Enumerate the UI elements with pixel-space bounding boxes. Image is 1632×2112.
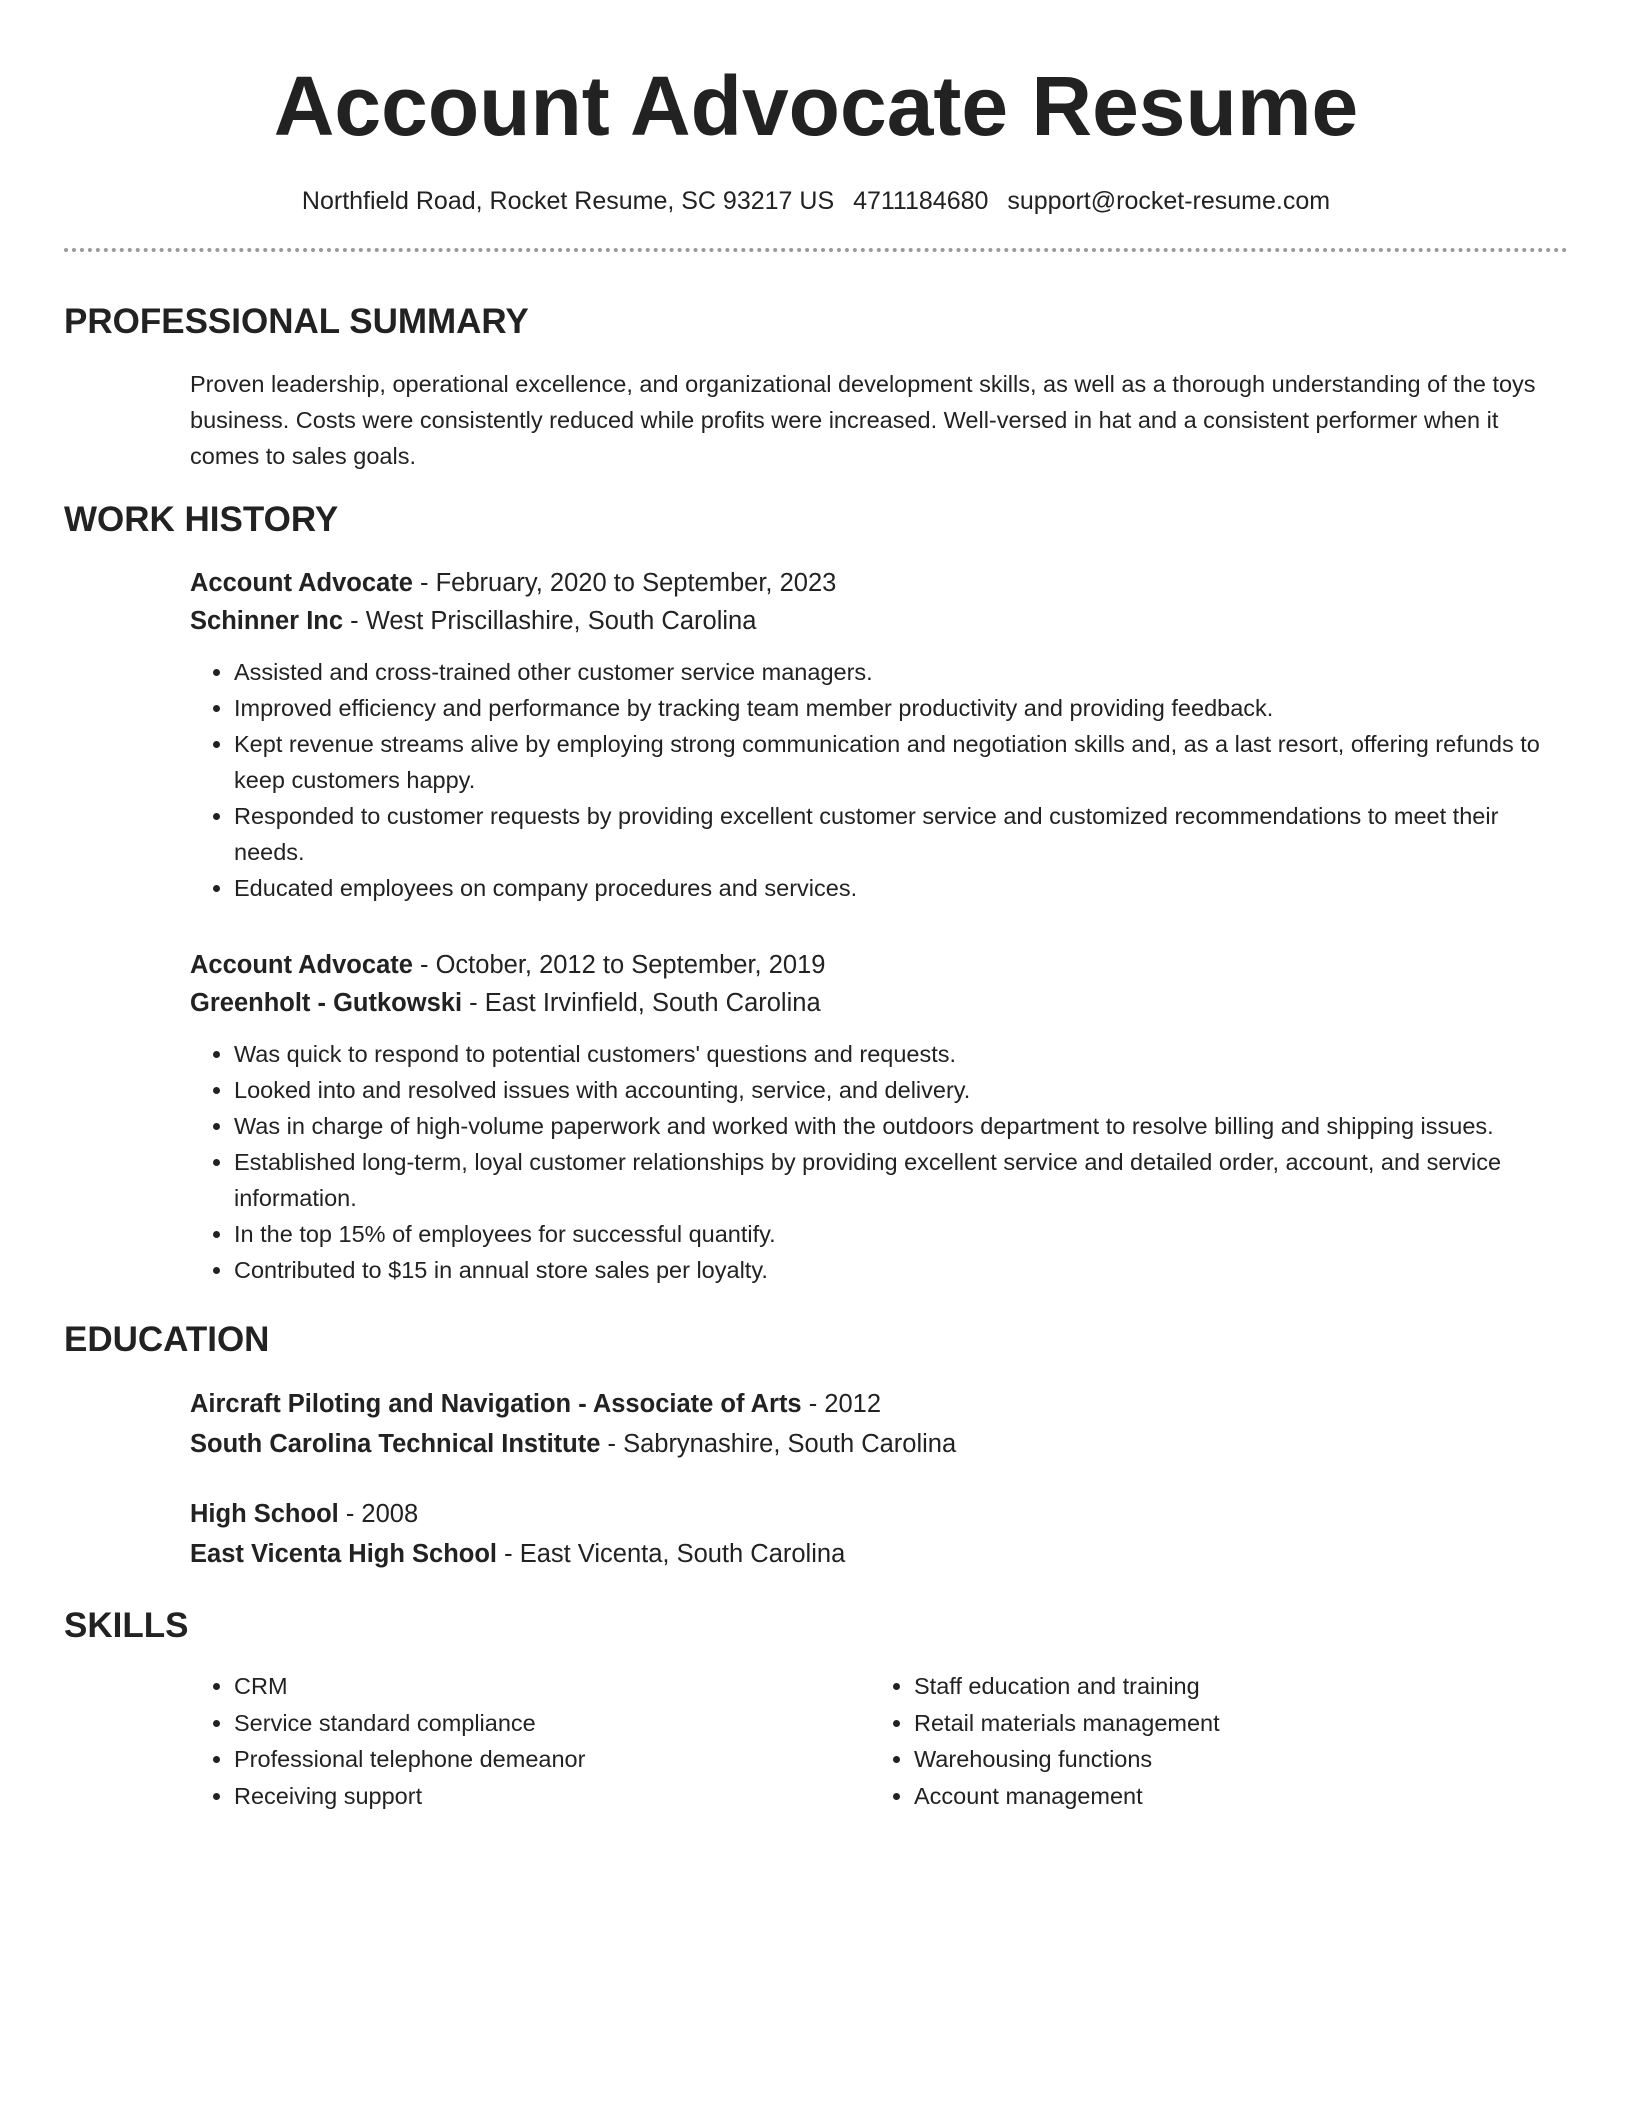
- summary-text: Proven leadership, operational excellence, and organizational development skills, as well as a thorough understanding of the toys business. Costs were consistently reduced while profits were increased. Well-versed in hat and a consistent performer when it comes to sales goals.: [190, 371, 1536, 469]
- education-degree-line: [190, 1494, 1568, 1534]
- list-item: • Responded to customer requests by providing excellent customer service and customized recommendations to meet their needs.: [234, 798, 1568, 870]
- job-company-line: [190, 984, 1568, 1022]
- list-item: • Warehousing functions: [914, 1741, 1550, 1778]
- education-year: - 2012: [801, 1390, 882, 1418]
- list-item: • Educated employees on company procedures and services.: [234, 870, 1568, 906]
- job-role: Account Advocate: [190, 951, 413, 979]
- skills-column-right: [870, 1668, 1550, 1814]
- list-item: • Retail materials management: [914, 1705, 1550, 1742]
- contact-address: Northfield Road, Rocket Resume, SC 93217 US: [301, 187, 835, 215]
- skills-column-left: [190, 1668, 870, 1814]
- work-history-section: [64, 564, 1568, 1288]
- education-school: South Carolina Technical Institute: [190, 1430, 601, 1458]
- education-location: - East Vicenta, South Carolina: [497, 1540, 846, 1568]
- list-item: • Improved efficiency and performance by tracking team member productivity and providing feedback.: [234, 690, 1568, 726]
- education-degree: Aircraft Piloting and Navigation - Associate of Arts: [190, 1390, 802, 1418]
- education-school: East Vicenta High School: [190, 1540, 498, 1568]
- section-title-work-history: WORK HISTORY: [64, 500, 339, 539]
- list-item: • Staff education and training: [914, 1668, 1550, 1705]
- resume-header: [64, 0, 1568, 218]
- contact-email: support@rocket-resume.com: [1007, 187, 1331, 215]
- list-item: • Account management: [914, 1778, 1550, 1815]
- section-title-education: EDUCATION: [64, 1320, 270, 1359]
- education-school-line: [190, 1534, 1568, 1574]
- job-role: Account Advocate: [190, 569, 413, 597]
- summary-section: [64, 366, 1568, 474]
- job-company: Schinner Inc: [190, 607, 344, 635]
- list-item: • Looked into and resolved issues with accounting, service, and delivery.: [234, 1072, 1568, 1108]
- education-section: [64, 1384, 1568, 1574]
- job-bullets: [190, 654, 1568, 906]
- skills-section: [64, 1668, 1568, 1814]
- job-location: - East Irvinfield, South Carolina: [462, 989, 821, 1017]
- list-item: • Contributed to $15 in annual store sales per loyalty.: [234, 1252, 1568, 1288]
- contact-line: [64, 184, 1568, 218]
- contact-phone: 4711184680: [853, 187, 989, 215]
- education-location: - Sabrynashire, South Carolina: [600, 1430, 957, 1458]
- skills-grid: [190, 1668, 1568, 1814]
- list-item: • Assisted and cross-trained other customer service managers.: [234, 654, 1568, 690]
- list-item: • CRM: [234, 1668, 870, 1705]
- education-entry: [190, 1494, 1568, 1574]
- header-divider: [64, 248, 1568, 252]
- section-title-skills: SKILLS: [64, 1606, 189, 1645]
- job-title-line: [190, 946, 1568, 984]
- education-degree-line: [190, 1384, 1568, 1424]
- education-degree: High School: [190, 1500, 339, 1528]
- job-title-line: [190, 564, 1568, 602]
- list-item: • Kept revenue streams alive by employing strong communication and negotiation skills and, as a last resort, offering refunds to keep customers happy.: [234, 726, 1568, 798]
- job-company-line: [190, 602, 1568, 640]
- education-year: - 2008: [338, 1500, 419, 1528]
- job-location: - West Priscillashire, South Carolina: [343, 607, 757, 635]
- list-item: • Service standard compliance: [234, 1705, 870, 1742]
- job-entry: [190, 946, 1568, 1288]
- list-item: • Professional telephone demeanor: [234, 1741, 870, 1778]
- job-company: Greenholt - Gutkowski: [190, 989, 463, 1017]
- list-item: • Was in charge of high-volume paperwork and worked with the outdoors department to resolve billing and shipping issues.: [234, 1108, 1568, 1144]
- resume-title: Account Advocate Resume: [273, 59, 1359, 153]
- job-dates: - February, 2020 to September, 2023: [412, 569, 837, 597]
- job-dates: - October, 2012 to September, 2019: [412, 951, 826, 979]
- list-item: • Receiving support: [234, 1778, 870, 1815]
- list-item: • Was quick to respond to potential customers' questions and requests.: [234, 1036, 1568, 1072]
- list-item: • Established long-term, loyal customer relationships by providing excellent service and detailed order, account, and service information.: [234, 1144, 1568, 1216]
- job-entry: [190, 564, 1568, 906]
- section-title-summary: PROFESSIONAL SUMMARY: [64, 302, 529, 341]
- education-school-line: [190, 1424, 1568, 1464]
- job-bullets: [190, 1036, 1568, 1288]
- list-item: • In the top 15% of employees for successful quantify.: [234, 1216, 1568, 1252]
- education-entry: [190, 1384, 1568, 1464]
